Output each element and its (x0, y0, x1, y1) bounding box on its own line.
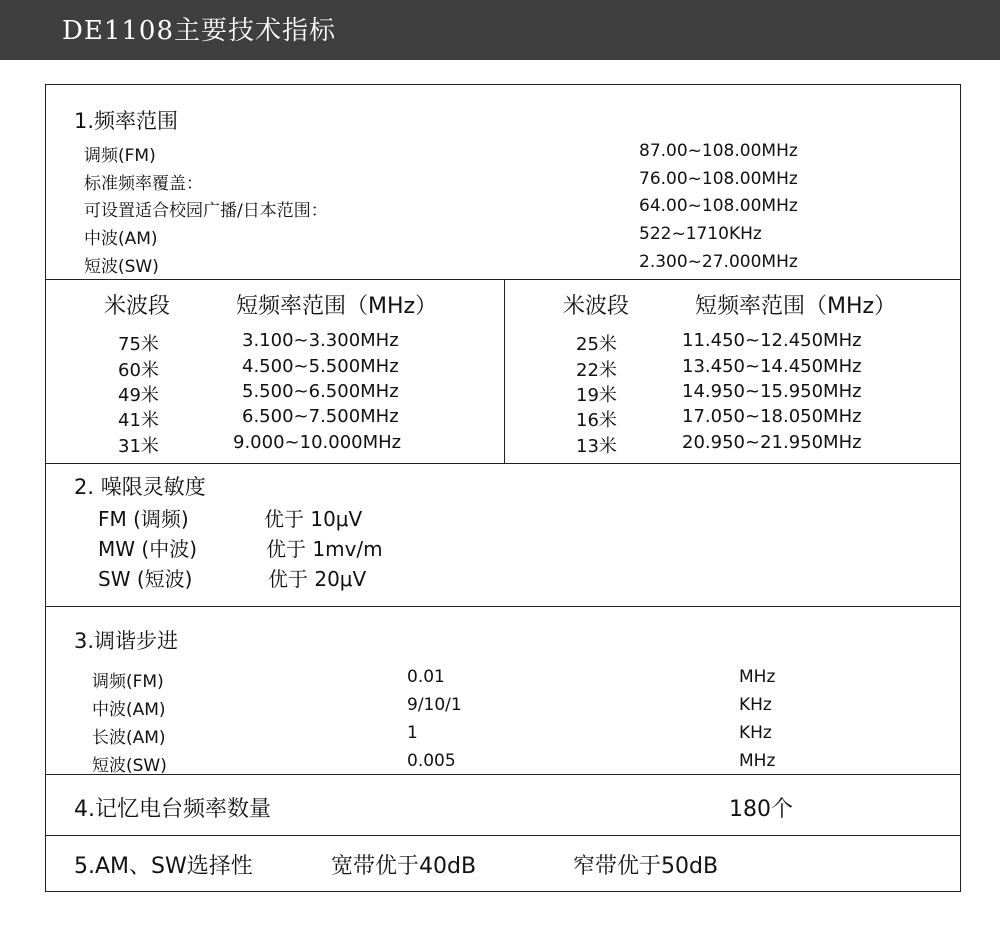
sw-col-band-header: 米波段 (104, 294, 171, 319)
page-title: DE1108主要技术指标 (62, 16, 336, 46)
sw-range: 13.450~14.450MHz (682, 356, 862, 377)
tuning-step: 0.01 (407, 667, 445, 687)
sw-band: 60米 (118, 360, 159, 381)
freq-row-value: 64.00~108.00MHz (639, 196, 798, 216)
divider (46, 279, 960, 280)
tuning-step: 1 (407, 723, 418, 743)
freq-row-label: 调频(FM) (84, 146, 156, 166)
sw-range: 4.500~5.500MHz (242, 356, 399, 377)
tuning-label: 中波(AM) (92, 700, 166, 720)
memory-heading: 4.记忆电台频率数量 (74, 797, 271, 822)
sw-band: 41米 (118, 410, 159, 431)
freq-row-value: 76.00~108.00MHz (639, 169, 798, 189)
tuning-step: 9/10/1 (407, 695, 462, 715)
freq-row-label: 短波(SW) (84, 257, 159, 277)
sw-col-range-header: 短频率范围（MHz） (236, 294, 438, 319)
sw-band: 22米 (576, 360, 617, 381)
sensitivity-value: 优于 10μV (264, 507, 363, 531)
sw-range: 20.950~21.950MHz (682, 432, 862, 453)
tuning-unit: MHz (739, 751, 776, 771)
tuning-unit: MHz (739, 667, 776, 687)
tuning-label: 短波(SW) (92, 756, 167, 776)
sw-range: 6.500~7.500MHz (242, 406, 399, 427)
divider (46, 606, 960, 607)
tuning-unit: KHz (739, 723, 772, 743)
freq-row-value: 522~1710KHz (639, 224, 762, 244)
sensitivity-heading: 2. 噪限灵敏度 (74, 475, 206, 499)
sw-range: 14.950~15.950MHz (682, 381, 862, 402)
selectivity-wide: 宽带优于40dB (331, 854, 477, 879)
sw-band: 49米 (118, 385, 159, 406)
sw-band: 25米 (576, 334, 617, 355)
selectivity-heading: 5.AM、SW选择性 (74, 854, 253, 879)
selectivity-narrow: 窄带优于50dB (573, 854, 719, 879)
sensitivity-value: 优于 1mv/m (266, 537, 383, 561)
tuning-step: 0.005 (407, 751, 456, 771)
divider (46, 774, 960, 775)
sensitivity-label: FM (调频) (98, 507, 189, 531)
tuning-heading: 3.调谐步进 (74, 629, 179, 653)
sw-range: 3.100~3.300MHz (242, 330, 399, 351)
freq-row-value: 2.300~27.000MHz (639, 252, 798, 272)
sw-col-range-header: 短频率范围（MHz） (695, 294, 897, 319)
title-bar (0, 0, 1000, 60)
sw-band: 75米 (118, 334, 159, 355)
sw-band: 31米 (118, 436, 159, 457)
column-divider (504, 280, 505, 463)
sw-range: 5.500~6.500MHz (242, 381, 399, 402)
memory-value: 180个 (729, 797, 793, 822)
freq-range-heading: 1.频率范围 (74, 109, 179, 133)
sw-range: 17.050~18.050MHz (682, 406, 862, 427)
freq-row-label: 标准频率覆盖： (84, 174, 203, 194)
freq-row-label: 中波(AM) (84, 229, 158, 249)
sensitivity-label: MW (中波) (98, 537, 197, 561)
tuning-unit: KHz (739, 695, 772, 715)
tuning-label: 长波(AM) (92, 728, 166, 748)
divider (46, 463, 960, 464)
sensitivity-label: SW (短波) (98, 567, 193, 591)
sw-range: 9.000~10.000MHz (233, 432, 402, 453)
divider (46, 835, 960, 836)
freq-row-label: 可设置适合校园广播/日本范围： (84, 201, 328, 221)
sensitivity-value: 优于 20μV (268, 567, 367, 591)
spec-table (45, 84, 961, 892)
sw-band: 19米 (576, 385, 617, 406)
sw-band: 13米 (576, 436, 617, 457)
sw-col-band-header: 米波段 (563, 294, 630, 319)
sw-band: 16米 (576, 410, 617, 431)
tuning-label: 调频(FM) (92, 672, 164, 692)
freq-row-value: 87.00~108.00MHz (639, 141, 798, 161)
sw-range: 11.450~12.450MHz (682, 330, 862, 351)
